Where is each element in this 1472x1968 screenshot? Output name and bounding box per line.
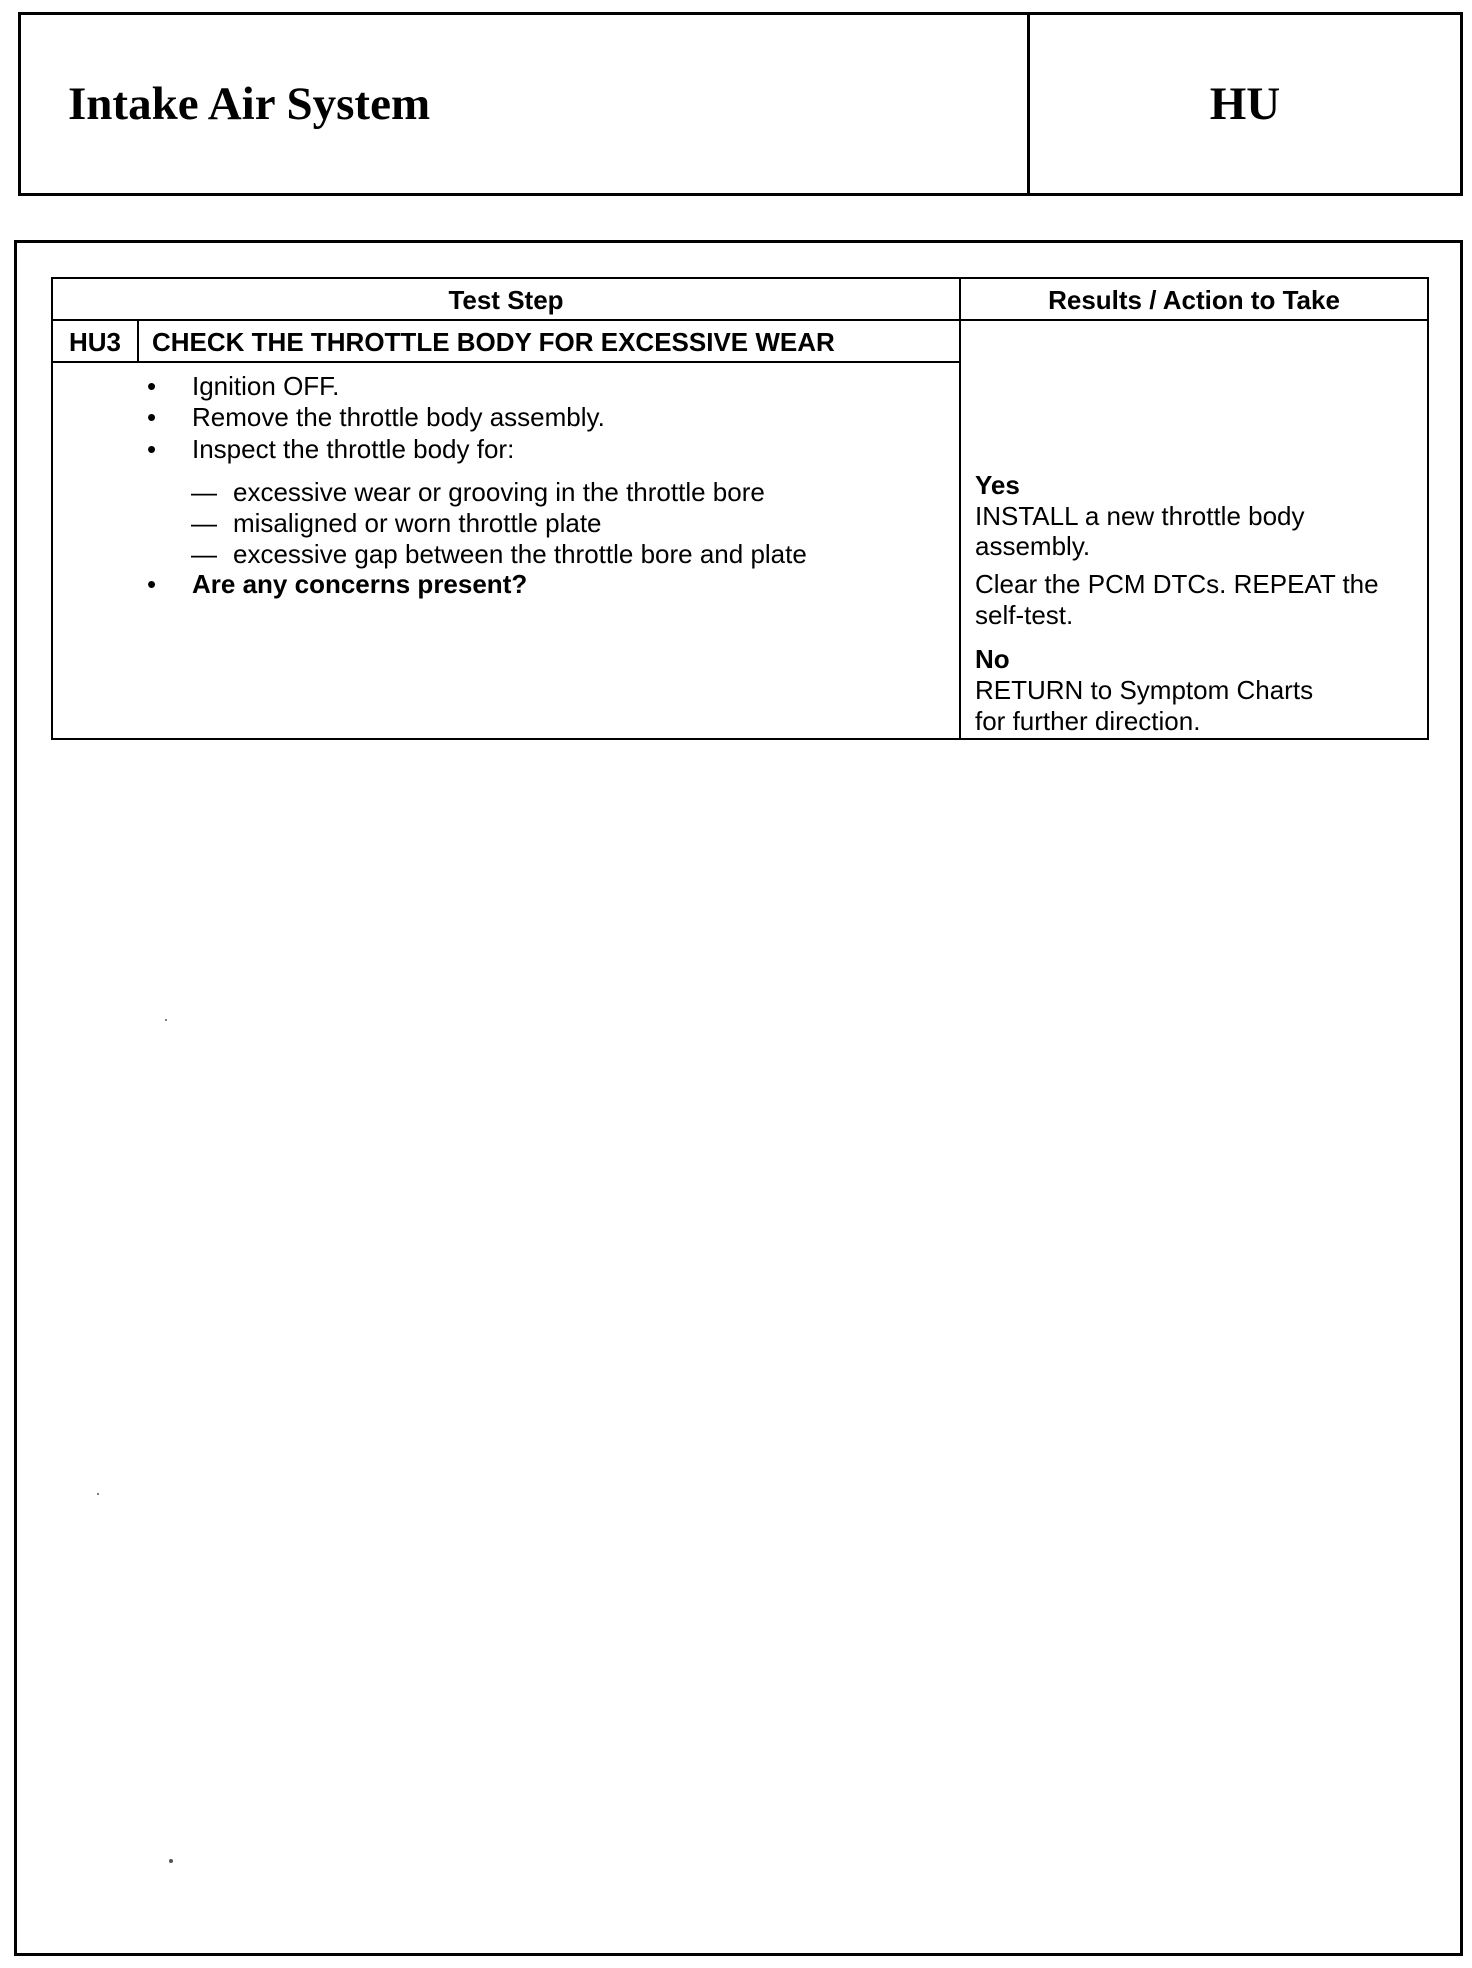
result-yes-action: self-test.	[975, 600, 1074, 630]
header-row-divider	[53, 319, 1427, 321]
bullet-marker: •	[147, 402, 157, 432]
test-step-table	[51, 277, 1429, 740]
dash-marker: —	[191, 477, 217, 507]
bullet-marker: •	[147, 569, 157, 599]
result-no-label: No	[975, 644, 1010, 674]
scan-speck	[169, 1859, 173, 1863]
bullet-marker: •	[147, 434, 157, 464]
column-header-test-step: Test Step	[448, 285, 564, 315]
result-yes-label: Yes	[975, 470, 1020, 500]
page-header	[18, 12, 1463, 196]
bullet-marker: •	[147, 371, 157, 401]
content-frame	[14, 240, 1463, 1956]
question-text: Are any concerns present?	[192, 569, 528, 599]
scan-speck	[97, 1493, 99, 1495]
result-no-action: for further direction.	[975, 706, 1201, 736]
scan-speck	[165, 1019, 167, 1021]
result-yes-action: assembly.	[975, 531, 1091, 561]
column-header-results: Results / Action to Take	[1048, 285, 1340, 315]
result-no-action: RETURN to Symptom Charts	[975, 675, 1314, 705]
result-yes-action: Clear the PCM DTCs. REPEAT the	[975, 569, 1379, 599]
step-title-divider	[53, 361, 959, 363]
inspection-item: excessive gap between the throttle bore and plate	[233, 539, 807, 569]
dash-marker: —	[191, 539, 217, 569]
result-yes-action: INSTALL a new throttle body	[975, 501, 1305, 531]
step-id: HU3	[68, 327, 121, 357]
inspection-item: misaligned or worn throttle plate	[233, 508, 602, 538]
instruction-item: Inspect the throttle body for:	[192, 434, 515, 464]
instruction-item: Ignition OFF.	[192, 371, 340, 401]
column-divider	[959, 279, 961, 738]
section-code: HU	[1209, 78, 1281, 130]
instruction-item: Remove the throttle body assembly.	[192, 402, 605, 432]
section-title: Intake Air System	[68, 78, 431, 130]
step-id-divider	[137, 321, 139, 361]
dash-marker: —	[191, 508, 217, 538]
inspection-item: excessive wear or grooving in the throttle bore	[233, 477, 765, 507]
step-title: CHECK THE THROTTLE BODY FOR EXCESSIVE WEAR	[152, 327, 835, 357]
